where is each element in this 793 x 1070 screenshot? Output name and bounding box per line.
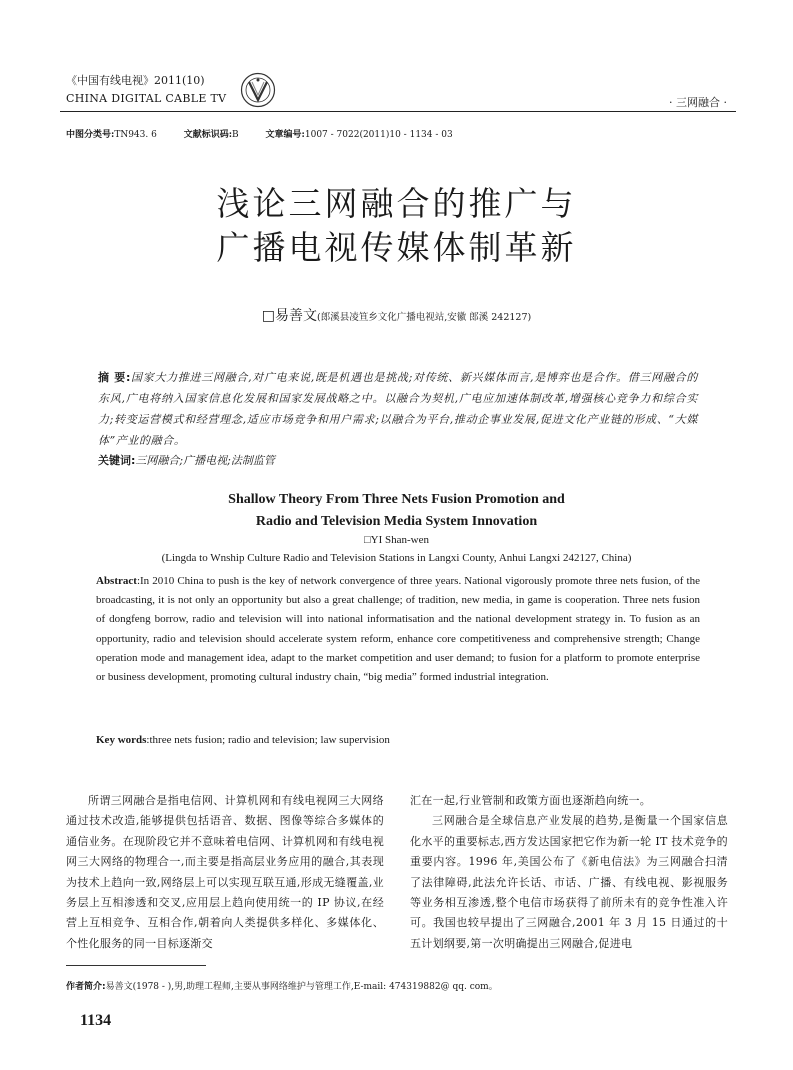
en-title-line-1: Shallow Theory From Three Nets Fusion Promotion and: [228, 492, 565, 507]
title-line-2: 广播电视传媒体制革新: [216, 228, 577, 267]
title-line-1: 浅论三网融合的推广与: [216, 184, 577, 223]
en-keywords: [96, 734, 390, 746]
classification-line: [66, 127, 477, 140]
footnote-rule: [66, 965, 206, 966]
en-keywords-text: :three nets fusion; radio and television; law supervision: [146, 734, 390, 746]
en-abstract: [96, 572, 700, 687]
en-title-line-2: Radio and Television Media System Innovation: [255, 514, 538, 529]
abstract-cn: [98, 367, 698, 451]
keywords-cn: [98, 452, 698, 468]
en-author: □YI Shan-wen: [364, 534, 429, 546]
en-abstract-text: :In 2010 China to push is the key of network convergence of three years. National vigorously promote three nets fusion, of the broadcasting, it is not only an opportunity but also a great challenge; of tradition, new media, in game is cooperation. Three nets fusion of dongfeng borrow, radio and television will into national informatisation and the national development strategy in. To fusion as an opportunity, radio and television should accelerate system reform, enhance core competitiveness and comprehensive strength; Change operation mode and management idea, adapt to the market competition and user demand; to fusion for a platform to promote enterprise or business development, promoting cultural industry chain, “big media” formed industrial integration.: [96, 575, 700, 684]
body-paragraph: 所谓三网融合是指电信网、计算机网和有线电视网三大网络通过技术改造,能够提供包括语音、数据、图像等综合多媒体的通信业务。在现阶段它并不意味着电信网、计算机网和有线电视网三大网络的物理合一,而主要是指高层业务应用的融合,其表现为技术上趋向一致,网络层上可以实现互联互通,形成无缝覆盖,业务层上互相渗透和交叉,应用层上趋向使用统一的 IP 协议,在经营上互相竞争、互相合作,朝着向人类提供多样化、多媒体化、个性化服务的同一目标逐渐交: [66, 794, 384, 950]
en-keywords-label: Key words: [96, 734, 147, 746]
article-no-label: 文章编号:: [265, 130, 305, 140]
header-rule: [60, 111, 736, 112]
keywords-cn-text: 三网融合;广播电视;法制监管: [135, 454, 275, 467]
journal-name-en: CHINA DIGITAL CABLE TV: [66, 92, 227, 105]
body-paragraph: 三网融合是全球信息产业发展的趋势,是衡量一个国家信息化水平的重要标志,西方发达国家把它作为新一轮 IT 技术竞争的重要内容。1996 年,美国公布了《新电信法》为三网融合扫清了法律障碍,此法允许长话、市话、广播、有线电视、影视服务等业务相互渗透,整个电信市场获得了前所未有的竞争性准入许可。我国也较早提出了三网融合,2001 年 3 月 15 日通过的十五计划纲要,第一次明确提出三网融合,促进电: [410, 814, 728, 950]
doc-code-value: B: [232, 130, 239, 140]
journal-seal-logo-icon: [240, 72, 276, 108]
article-no-value: 1007 - 7022(2011)10 - 1134 - 03: [304, 130, 453, 140]
en-affiliation: (Lingda to Wnship Culture Radio and Television Stations in Langxi County, Anhui Langxi 242127, China): [161, 552, 632, 564]
abstract-cn-text: 国家大力推进三网融合,对广电来说,既是机遇也是挑战;对传统、新兴媒体而言,是博弈也是合作。借三网融合的东风,广电将纳入国家信息化发展和国家发展战略之中。以融合为契机,广电应加速体制改革,增强核心竞争力和综合实力;转变运营模式和经营理念,适应市场竞争和用户需求;以融合为平台,推动企事业发展,促进文化产业链的形成、“大媒体”产业的融合。: [98, 371, 698, 447]
footnote-text: 易善文(1978 - ),男,助理工程师,主要从事网络维护与管理工作,E-mail: 474319882@ qq. com。: [105, 982, 498, 992]
journal-name-cn: 《中国有线电视》2011(10): [66, 74, 205, 87]
keywords-cn-label: 关键词:: [98, 454, 136, 467]
clc-label: 中图分类号:: [66, 130, 115, 140]
abstract-cn-label: 摘 要:: [98, 371, 131, 384]
column-tag: · 三网融合 ·: [669, 96, 727, 109]
doc-code-label: 文献标识码:: [183, 130, 233, 140]
page-number: 1134: [80, 1012, 112, 1029]
author-affiliation: (郎溪县凌笪乡文化广播电视站,安徽 郎溪 242127): [316, 312, 532, 323]
body-column-right: [410, 791, 728, 954]
body-paragraph-continued: 汇在一起,行业管制和政策方面也逐渐趋向统一。: [410, 794, 652, 807]
en-abstract-label: Abstract: [96, 575, 137, 587]
body-column-left: [66, 791, 384, 954]
author-name: □易善文: [261, 308, 317, 324]
footnote-label: 作者简介:: [66, 982, 106, 992]
clc-value: TN943. 6: [114, 130, 157, 140]
author-bio-footnote: [66, 979, 498, 992]
author-line: [0, 305, 793, 325]
